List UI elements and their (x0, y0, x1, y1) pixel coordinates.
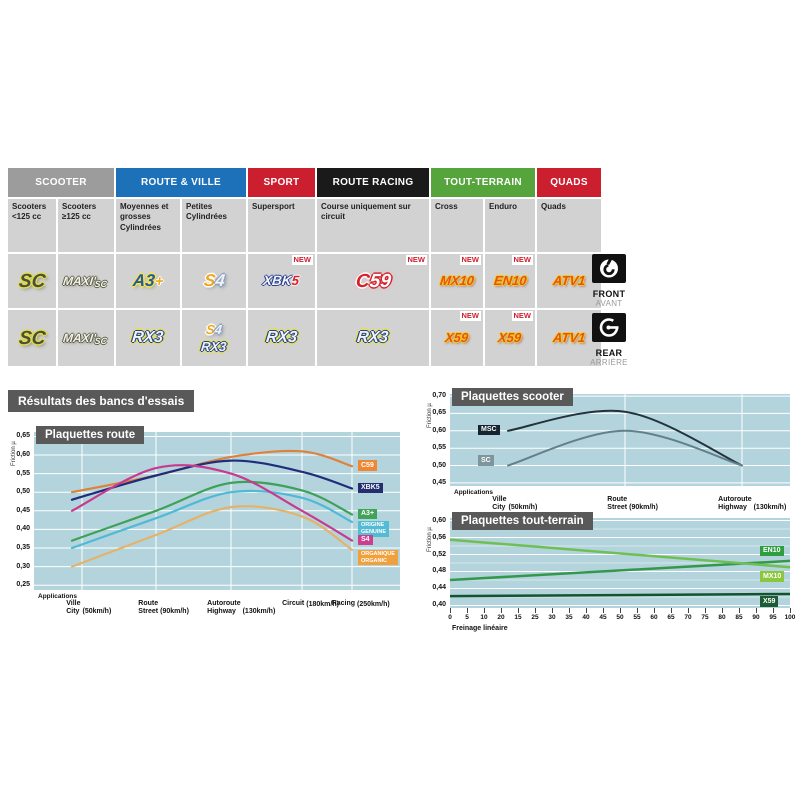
logo-text: S (202, 271, 216, 290)
x-tick-mark (705, 608, 706, 613)
applications-table (8, 168, 601, 366)
product-logo (62, 330, 109, 346)
x-tick-mark (518, 608, 519, 613)
x-tick-mark (637, 608, 638, 613)
logo-text: SC (94, 336, 108, 346)
x-category-en: City (66, 607, 80, 615)
x-category-speed: (130km/h) (753, 504, 787, 512)
y-tick-label: 0,45 (432, 478, 446, 486)
product-logo (498, 330, 523, 346)
x-category-fr: Autoroute (207, 600, 241, 607)
product-cell-front-0 (8, 254, 56, 308)
logo-text: X59 (444, 330, 470, 345)
new-badge: NEW (407, 255, 425, 264)
logo-text: X59 (497, 330, 523, 345)
x-tick-label: 25 (531, 614, 539, 621)
new-badge: NEW (461, 311, 479, 320)
product-logo (132, 272, 164, 290)
x-category-en: Highway (207, 607, 236, 615)
chart-title: Plaquettes route (36, 426, 144, 444)
logo-text: MX10 (439, 273, 475, 288)
x-tick-mark (688, 608, 689, 613)
legend-msc: MSC (478, 425, 500, 436)
product-logo (132, 330, 165, 346)
x-category-fr: Circuit (282, 600, 305, 607)
x-tick-label: 45 (599, 614, 607, 621)
x-tick-label: 80 (718, 614, 726, 621)
logo-text: C (354, 270, 371, 292)
product-cell-front-7 (485, 254, 535, 308)
product-logo (552, 273, 586, 289)
column-header-cross: Cross (431, 199, 483, 252)
new-badge: NEW (461, 255, 479, 264)
y-tick-label: 0,35 (16, 543, 30, 551)
x-category-en: City (492, 503, 506, 511)
x-category-speed: (130km/h) (242, 608, 276, 616)
product-cell-rear-4 (248, 310, 315, 366)
product-cell-rear-3 (182, 310, 246, 366)
column-header-scooters-125-cc: Scooters ≥125 cc (58, 199, 114, 252)
logo-text: + (153, 273, 165, 290)
column-header-scooters-125-cc: Scooters <125 cc (8, 199, 56, 252)
x-tick-label: 5 (465, 614, 469, 621)
y-tick-label: 0,48 (432, 567, 446, 575)
x-category-name (66, 600, 80, 615)
new-badge: NEW (513, 311, 531, 320)
logo-text: ATV1 (552, 273, 586, 288)
product-cell-front-3 (182, 254, 246, 308)
x-category-fr: Ville (66, 600, 81, 607)
logo-text: RX3 (131, 329, 165, 346)
y-tick-label: 0,50 (432, 461, 446, 469)
product-logo (18, 272, 46, 291)
logo-text: S (205, 321, 216, 337)
x-tick-mark (501, 608, 502, 613)
x-category-circuit (282, 600, 339, 608)
y-tick-label: 0,60 (16, 451, 30, 459)
category-header-route-ville: ROUTE & VILLE (116, 168, 246, 197)
column-header-course-uniquement-sur-circuit: Course uniquement sur circuit (317, 199, 429, 252)
category-header-scooter: SCOOTER (8, 168, 114, 197)
x-category-route (138, 600, 189, 615)
category-header-quads: QUADS (537, 168, 601, 197)
x-tick-label: 65 (667, 614, 675, 621)
x-tick-mark (450, 608, 451, 613)
x-category-speed: (50km/h) (82, 608, 112, 616)
product-cell-rear-7 (485, 310, 535, 366)
x-tick-label: 95 (769, 614, 777, 621)
column-header-moyennes-et-grosses-cylindr-es: Moyennes et grosses Cylindrées (116, 199, 180, 252)
x-category-name (207, 600, 240, 615)
chart-title: Plaquettes tout-terrain (452, 512, 593, 530)
x-tick-label: 35 (565, 614, 573, 621)
category-header-sport: SPORT (248, 168, 315, 197)
legend-line: GENUINE (361, 528, 387, 535)
chart-route (8, 424, 408, 624)
chart-plot (450, 394, 790, 486)
legend-sc: SC (478, 455, 494, 466)
product-cell-front-4 (248, 254, 315, 308)
x-tick-mark (790, 608, 791, 613)
product-logo (62, 273, 109, 289)
x-axis-label: Freinage linéaire (452, 625, 508, 632)
y-tick-label: 0,44 (432, 584, 446, 592)
product-logo (445, 330, 470, 346)
logo-text: SC (17, 327, 47, 349)
legend-line: ORIGINE (361, 522, 385, 529)
x-category-en: Street (607, 503, 628, 511)
front-label-en: FRONT (592, 289, 626, 299)
new-badge: NEW (293, 255, 311, 264)
rear-label-en: REAR (595, 348, 623, 358)
x-tick-mark (722, 608, 723, 613)
category-header-tout-terrain: TOUT-TERRAIN (431, 168, 535, 197)
x-tick-label: 40 (582, 614, 590, 621)
x-tick-mark (773, 608, 774, 613)
legend-xbk5: XBK5 (358, 483, 383, 494)
x-category-racing (332, 600, 390, 608)
legend-s4: S4 (358, 535, 373, 546)
product-logo (357, 330, 390, 346)
product-logo (203, 272, 226, 290)
x-category-fr: Racing (331, 600, 356, 607)
x-tick-label: 15 (514, 614, 522, 621)
x-category-en: Street (138, 607, 159, 615)
x-category-fr: Route (607, 496, 628, 503)
x-tick-mark (467, 608, 468, 613)
logo-text: SC (17, 270, 47, 292)
logo-text: RX3 (356, 329, 390, 346)
x-tick-mark (484, 608, 485, 613)
column-header-enduro: Enduro (485, 199, 535, 252)
x-category-name (138, 600, 158, 615)
x-category-ville (66, 600, 111, 615)
logo-text: XBK (262, 273, 293, 288)
x-axis-label: Applications (454, 489, 494, 496)
x-tick-mark (756, 608, 757, 613)
x-axis-label: Applications (38, 593, 78, 600)
x-category-speed: (180km/h) (306, 600, 339, 608)
x-category-fr: Ville (492, 496, 507, 503)
y-tick-label: 0,30 (16, 562, 30, 570)
friction-axis-label: Friction µ (11, 441, 17, 466)
logo-text: 4 (213, 271, 226, 290)
y-tick-label: 0,60 (432, 516, 446, 524)
product-cell-rear-1 (58, 310, 114, 366)
x-tick-label: 70 (684, 614, 692, 621)
product-logo (201, 339, 228, 355)
x-tick-mark (586, 608, 587, 613)
chart-canvas (450, 394, 790, 486)
product-logo (265, 330, 298, 346)
product-cell-rear-0 (8, 310, 56, 366)
x-tick-label: 100 (784, 614, 796, 621)
logo-text: EN10 (492, 273, 528, 288)
front-wheel-indicator (586, 254, 632, 308)
x-tick-mark (620, 608, 621, 613)
legend-line: ORGANIQUE (361, 551, 395, 558)
y-tick-label: 0,52 (432, 550, 446, 558)
y-tick-label: 0,60 (432, 426, 446, 434)
y-tick-label: 0,45 (16, 506, 30, 514)
legend-en10: EN10 (760, 546, 784, 557)
y-tick-label: 0,55 (16, 469, 30, 477)
product-cell-rear-2 (116, 310, 180, 366)
product-logo (18, 329, 46, 348)
x-tick-label: 55 (633, 614, 641, 621)
x-tick-label: 60 (650, 614, 658, 621)
logo-text: 4 (213, 321, 223, 337)
front-label-fr: AVANT (595, 299, 623, 308)
chart-plot (34, 432, 400, 590)
y-tick-label: 0,65 (16, 432, 30, 440)
logo-text: 59 (368, 270, 392, 292)
logo-text: 5 (291, 273, 301, 288)
x-category-speed: (90km/h) (160, 608, 189, 616)
product-logo (439, 273, 475, 289)
column-header-quads: Quads (537, 199, 601, 252)
product-cell-rear-6 (431, 310, 483, 366)
chart-scooter (424, 386, 798, 512)
x-tick-label: 50 (616, 614, 624, 621)
logo-text: A3 (131, 271, 156, 290)
chart-canvas (34, 432, 400, 590)
new-badge: NEW (513, 255, 531, 264)
y-tick-label: 0,25 (16, 581, 30, 589)
y-tick-label: 0,65 (432, 409, 446, 417)
legend-x59: X59 (760, 596, 778, 607)
results-banner: Résultats des bancs d'essais (8, 390, 194, 412)
product-cell-front-2 (116, 254, 180, 308)
product-cell-front-5 (317, 254, 429, 308)
logo-text: ATV1 (552, 330, 586, 345)
x-category-speed: (90km/h) (629, 504, 658, 512)
legend-c59: C59 (358, 460, 377, 471)
product-logo (493, 273, 527, 289)
x-tick-mark (535, 608, 536, 613)
x-tick-mark (603, 608, 604, 613)
rear-label-fr: ARRIÈRE (590, 358, 628, 367)
x-tick-mark (654, 608, 655, 613)
logo-text: RX3 (265, 329, 299, 346)
x-category-speed: (250km/h) (357, 600, 390, 608)
chart-plot (450, 518, 790, 608)
y-tick-label: 0,55 (432, 444, 446, 452)
logo-text: MAXI' (62, 274, 97, 288)
friction-axis-label: Friction µ (427, 527, 433, 552)
friction-axis-label: Friction µ (427, 403, 433, 428)
x-tick-label: 30 (548, 614, 556, 621)
y-tick-label: 0,70 (432, 392, 446, 400)
x-tick-label: 0 (448, 614, 452, 621)
logo-text: SC (94, 279, 108, 289)
x-category-name (332, 600, 355, 608)
x-tick-label: 90 (752, 614, 760, 621)
x-tick-label: 10 (480, 614, 488, 621)
chart-title: Plaquettes scooter (452, 388, 573, 406)
product-cell-rear-5 (317, 310, 429, 366)
y-tick-label: 0,40 (432, 601, 446, 609)
x-tick-label: 85 (735, 614, 743, 621)
chart-tout-terrain (424, 510, 798, 638)
y-tick-label: 0,50 (16, 488, 30, 496)
x-tick-mark (569, 608, 570, 613)
x-tick-label: 20 (497, 614, 505, 621)
x-category-en: Highway (718, 503, 747, 511)
column-header-supersport: Supersport (248, 199, 315, 252)
x-category-fr: Route (138, 600, 159, 607)
legend-organique (358, 550, 398, 566)
x-category-fr: Autoroute (718, 496, 752, 503)
front-brake-disc-icon (592, 254, 626, 283)
legend-a3: A3+ (358, 509, 377, 520)
product-cell-front-1 (58, 254, 114, 308)
product-logo (205, 322, 223, 338)
product-cell-front-6 (431, 254, 483, 308)
logo-text: MAXI' (62, 331, 97, 345)
x-category-speed: (50km/h) (508, 504, 538, 512)
y-tick-label: 0,40 (16, 525, 30, 533)
chart-canvas (450, 518, 790, 608)
x-category-autoroute (207, 600, 275, 615)
x-tick-mark (739, 608, 740, 613)
legend-mx10: MX10 (760, 571, 784, 582)
x-category-name (282, 600, 304, 608)
column-header-petites-cylindr-es: Petites Cylindrées (182, 199, 246, 252)
x-tick-mark (552, 608, 553, 613)
logo-text: RX3 (200, 338, 228, 354)
category-header-route-racing: ROUTE RACING (317, 168, 429, 197)
legend-line: ORGANIC (361, 557, 387, 564)
x-tick-label: 75 (701, 614, 709, 621)
product-logo (263, 273, 301, 289)
rear-wheel-indicator (586, 313, 632, 367)
y-tick-label: 0,56 (432, 533, 446, 541)
rear-brake-disc-icon (592, 313, 626, 342)
product-logo (552, 330, 586, 346)
x-tick-mark (671, 608, 672, 613)
product-logo (355, 272, 392, 291)
